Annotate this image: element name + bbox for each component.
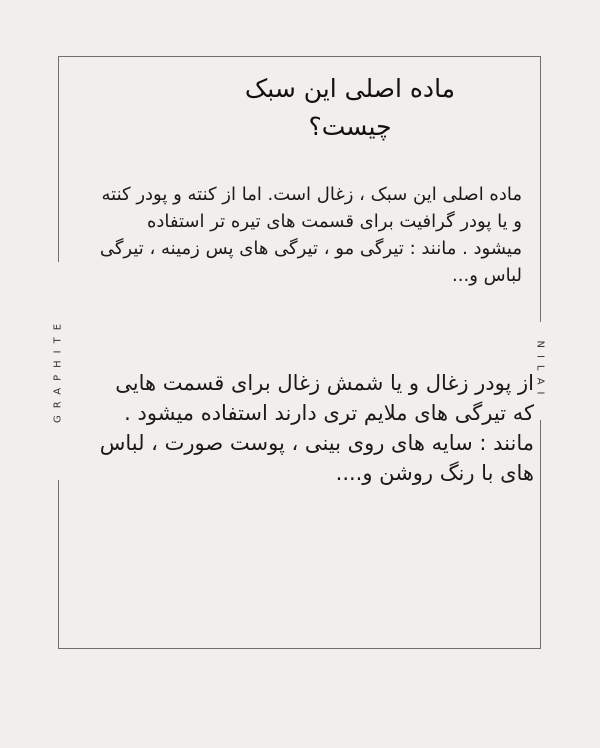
frame-left-border-lower [58,480,59,649]
frame-right-border-upper [540,56,541,322]
page-title: ماده اصلی این سبک چیست؟ [244,74,456,141]
paragraph-main-material: ماده اصلی این سبک ، زغال است. اما از کنته و پودر کنته و یا پودر گرافیت برای قسمت های تیره تر استفاده میشود . مانند : تیرگی مو ، تیرگی های پس زمینه ، تیرگی لباس و... [99,184,522,286]
frame-left-border-upper [58,56,59,262]
side-label-graphite: GRAPHITE [52,316,64,424]
frame-bottom-border [58,648,541,649]
frame-top-border [58,56,541,57]
paragraph-charcoal-powder: از پودر زغال و یا شمش زغال برای قسمت هایی که تیرگی های ملایم تری دارند استفاده میشود . مانند : سایه های روی بینی ، پوست صورت ، لباس های با رنگ روشن و.... [99,371,534,485]
side-label-nilai: NILAI [534,340,546,402]
frame-right-border-lower [540,420,541,649]
